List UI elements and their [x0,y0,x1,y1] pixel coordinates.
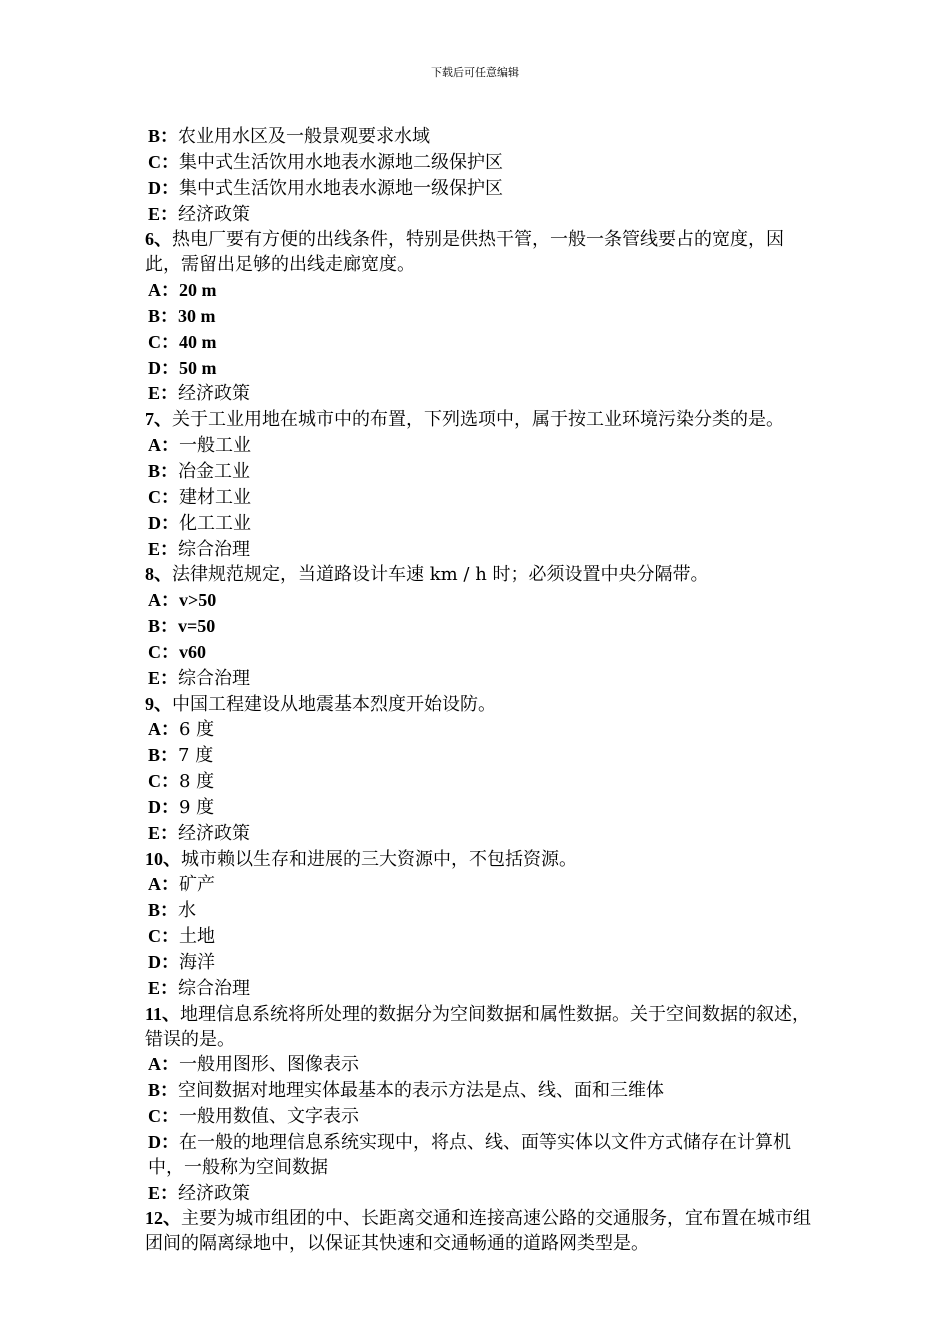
answer-option [145,537,815,563]
option-key: D： [148,512,179,533]
option-key: A： [148,719,179,740]
option-text: 一般工业 [179,435,251,457]
option-text: 集中式生活饮用水地表水源地二级保护区 [179,151,503,173]
option-key: E： [148,538,179,559]
option-text: 化工工业 [179,512,251,534]
option-text: 综合治理 [178,667,251,689]
option-key: A： [148,874,179,895]
option-key: B： [148,616,179,637]
answer-option [145,176,815,202]
option-key: C： [148,486,179,507]
answer-option [145,1104,815,1130]
answer-option [145,898,815,924]
question-number: 9、 [145,693,172,714]
option-text: 经济政策 [178,822,251,844]
answer-option [145,356,815,382]
answer-option [145,769,815,795]
document-body [145,124,815,1257]
option-key: E： [148,203,179,224]
option-key: C： [148,641,179,662]
option-text: 农业用水区及一般景观要求水域 [178,126,431,147]
answer-option [145,795,815,821]
option-text: 土地 [179,926,215,948]
answer-option [145,872,815,898]
option-text: v=50 [178,616,216,637]
page-header: 下载后可任意编辑 [431,66,519,79]
answer-option [145,717,815,743]
question [145,1206,815,1257]
option-key: E： [148,1182,179,1203]
option-key: C： [148,926,179,947]
option-key: A： [148,280,179,301]
question-text: 关于工业用地在城市中的布置，下列选项中，属于按工业环境污染分类的是。 [172,409,784,431]
answer-option [145,924,815,950]
question [145,692,815,718]
answer-option [145,743,815,769]
question-text: 热电厂要有方便的出线条件，特别是供热干管，一般一条管线要占的宽度，因此，需留出足够的出线走廊宽度。 [145,229,784,276]
option-text: 8 度 [179,771,215,793]
option-key: D： [148,952,179,972]
answer-option [145,950,815,976]
option-key: C： [148,771,179,792]
answer-option [145,1052,815,1078]
option-text: 经济政策 [178,383,251,405]
option-key: B： [148,460,179,481]
option-text: 空间数据对地理实体最基本的表示方法是点、线、面和三维体 [178,1080,665,1102]
option-text: 30 m [178,305,216,326]
answer-option [145,511,815,537]
answer-option [145,202,815,228]
question [145,1002,815,1053]
answer-option [145,459,815,485]
answer-option [145,614,815,640]
answer-option [145,330,815,356]
option-key: D： [148,177,179,198]
question-number: 12、 [145,1208,181,1229]
question [145,227,815,278]
option-text: 集中式生活饮用水地表水源地一级保护区 [179,177,503,199]
option-key: D： [148,796,179,817]
answer-option [145,485,815,511]
option-text: 经济政策 [178,203,251,225]
option-key: C： [148,331,179,352]
option-key: D： [148,1131,179,1152]
option-key: B： [148,305,179,326]
option-text: 20 m [179,280,217,301]
option-key: E： [148,977,179,998]
answer-option [145,588,815,614]
answer-option [145,124,815,150]
option-text: v>50 [179,590,217,611]
option-text: 40 m [179,331,217,352]
option-key: A： [148,435,179,456]
question [145,562,815,588]
option-text: 一般用图形、图像表示 [179,1054,359,1076]
option-text: 9 度 [179,796,215,818]
answer-option [145,433,815,459]
option-text: 建材工业 [179,486,251,508]
option-key: D： [148,357,179,378]
answer-option [145,640,815,666]
option-text: 冶金工业 [178,460,251,482]
option-key: E： [148,383,179,404]
option-key: B： [148,126,179,146]
answer-option [145,976,815,1002]
question-number: 10、 [145,848,181,869]
question-number: 6、 [145,229,172,250]
answer-option [145,1078,815,1104]
answer-option [145,381,815,407]
answer-option [145,1181,815,1207]
option-key: A： [148,1054,179,1075]
option-text: 一般用数值、文字表示 [179,1106,359,1128]
question [145,407,815,433]
answer-option [145,1130,815,1181]
option-text: v60 [179,641,206,662]
option-key: C： [148,1106,179,1127]
question-number: 11、 [145,1003,181,1024]
option-text: 综合治理 [178,538,251,560]
option-key: B： [148,745,179,766]
option-key: E： [148,667,179,688]
option-key: E： [148,822,179,843]
option-text: 7 度 [178,745,214,767]
option-text: 水 [178,900,197,922]
question-text: 中国工程建设从地震基本烈度开始设防。 [172,693,496,715]
answer-option [145,304,815,330]
option-text: 综合治理 [178,977,251,999]
option-key: A： [148,590,179,611]
answer-option [145,666,815,692]
question-text: 地理信息系统将所处理的数据分为空间数据和属性数据。关于空间数据的叙述，错误的是。 [145,1003,811,1050]
question [145,847,815,873]
answer-option [145,150,815,176]
option-key: C： [148,151,179,172]
option-key: B： [148,900,179,921]
option-text: 6 度 [179,719,215,741]
answer-option [145,278,815,304]
option-text: 矿产 [179,874,215,896]
question-number: 8、 [145,564,172,585]
option-text: 在一般的地理信息系统实现中，将点、线、面等实体以文件方式储存在计算机中，一般称为空间数据 [148,1131,791,1178]
question-number: 7、 [145,409,172,430]
question-text: 城市赖以生存和进展的三大资源中，不包括资源。 [181,848,577,870]
question-text: 法律规范规定，当道路设计车速 km / h 时；必须设置中央分隔带。 [172,564,709,586]
option-key: B： [148,1080,179,1101]
option-text: 经济政策 [178,1182,251,1204]
answer-option [145,821,815,847]
question-text: 主要为城市组团的中、长距离交通和连接高速公路的交通服务，宜布置在城市组团间的隔离绿地中，以保证其快速和交通畅通的道路网类型是。 [145,1208,811,1255]
option-text: 海洋 [179,952,215,973]
option-text: 50 m [179,357,217,378]
